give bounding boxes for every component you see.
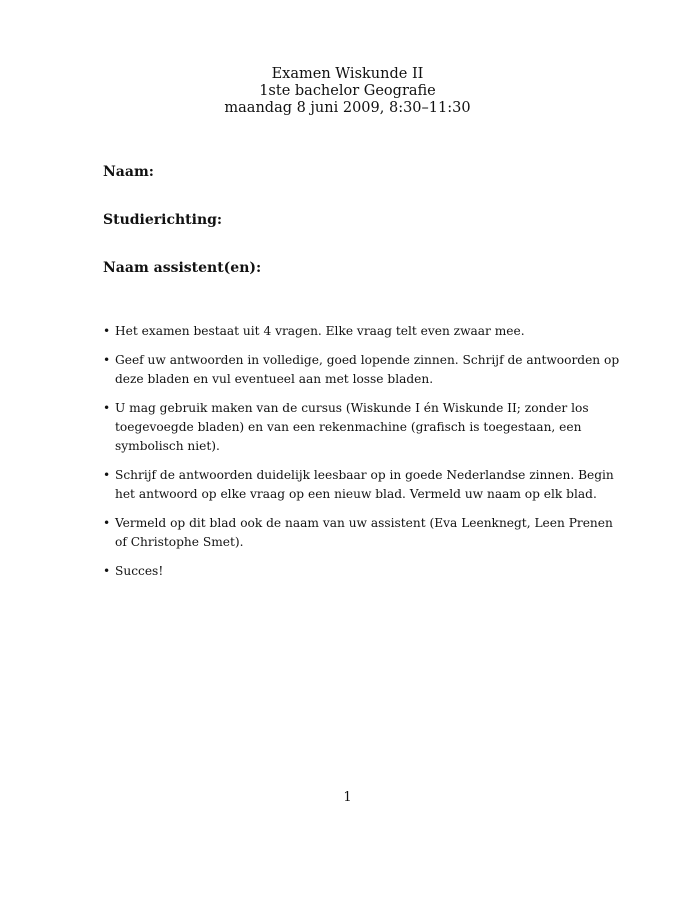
exam-course: 1ste bachelor Geografie (259, 83, 436, 99)
instruction-text: U mag gebruik maken van de cursus (Wiskunde I én Wiskunde II; zonder los toegevoegde bladen) en van een rekenmachine (grafisch is toegestaan, een symbolisch niet). (115, 401, 589, 453)
name-field-label: Naam: (103, 164, 154, 180)
list-item (103, 351, 623, 389)
assistant-field-label: Naam assistent(en): (103, 260, 262, 276)
instruction-text: Vermeld op dit blad ook de naam van uw assistent (Eva Leenknegt, Leen Prenen of Christophe Smet). (115, 516, 613, 549)
list-item (103, 466, 623, 504)
exam-title: Examen Wiskunde II (271, 66, 424, 82)
study-field-label: Studierichting: (103, 212, 223, 228)
bullet-icon: • (103, 324, 111, 338)
bullet-icon: • (103, 353, 111, 367)
exam-datetime: maandag 8 juni 2009, 8:30–11:30 (224, 100, 471, 116)
list-item (103, 399, 623, 456)
list-item (103, 514, 623, 552)
bullet-icon: • (103, 401, 111, 415)
instruction-text: Geef uw antwoorden in volledige, goed lopende zinnen. Schrijf de antwoorden op deze bladen en vul eventueel aan met losse bladen. (115, 353, 620, 386)
bullet-icon: • (103, 516, 111, 530)
list-item (103, 562, 623, 581)
exam-header (0, 66, 695, 117)
instruction-text: Het examen bestaat uit 4 vragen. Elke vraag telt even zwaar mee. (115, 324, 525, 338)
bullet-icon: • (103, 468, 111, 482)
instructions-list (103, 322, 623, 591)
instruction-text: Schrijf de antwoorden duidelijk leesbaar op in goede Nederlandse zinnen. Begin het antwoord op elke vraag op een nieuw blad. Vermeld uw naam op elk blad. (115, 468, 614, 501)
list-item (103, 322, 623, 341)
bullet-icon: • (103, 564, 111, 578)
page-number: 1 (343, 790, 352, 805)
instruction-text: Succes! (115, 564, 164, 578)
